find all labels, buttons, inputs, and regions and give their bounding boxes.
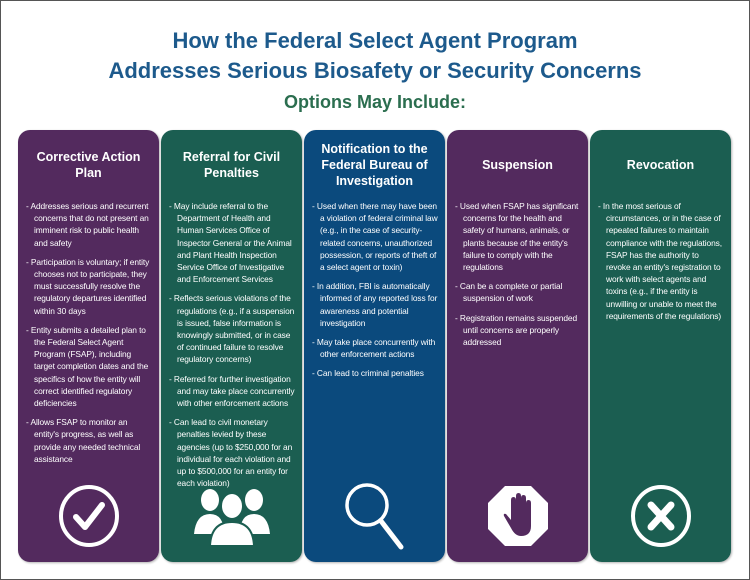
bullet-item: - Can lead to criminal penalties (312, 367, 439, 379)
title-line-2: Addresses Serious Biosafety or Security Concerns (108, 58, 642, 83)
bullet-item: - Can lead to civil monetary penalties levied by these agencies (up to $250,000 for an individual for each violation and up to $500,000 for an entity for each violation) (169, 416, 296, 489)
card-bullets (18, 200, 159, 465)
bullet-item: - Participation is voluntary; if entity chooses not to participate, they must successfully resolve the regulatory departures identified within 30 days (26, 256, 153, 317)
magnifying-glass-icon (304, 484, 445, 548)
bullet-item: - In the most serious of circumstances, or in the case of repeated failures to maintain compliance with the regulations, FSAP has the authority to revoke an entity's registration to work with select agents and toxins (e.g., if the entity is unwilling or unable to meet the requirements of the regulations) (598, 200, 725, 322)
bullet-item: - Addresses serious and recurrent concerns that do not present an imminent risk to public health and safety (26, 200, 153, 249)
bullet-item: - Can be a complete or partial suspension of work (455, 280, 582, 304)
bullet-item: - Allows FSAP to monitor an entity's progress, as well as provide any needed technical assistance (26, 416, 153, 465)
card-title: Notification to the Federal Bureau of Investigation (321, 142, 428, 188)
page-title (0, 26, 750, 86)
bullet-item: - May take place concurrently with other enforcement actions (312, 336, 439, 360)
bullet-item: - Used when there may have been a violation of federal criminal law (e.g., in the case of security-related concerns, unauthorized possession, or reports of theft of a select agent or toxin) (312, 200, 439, 273)
option-card (590, 130, 731, 562)
bullet-item: - Entity submits a detailed plan to the Federal Select Agent Program (FSAP), including target completion dates and the specifics of how the entity will correct identified regulatory deficiencies (26, 324, 153, 409)
subtitle: Options May Include: (283, 92, 466, 112)
card-title: Revocation (626, 158, 695, 172)
bullet-item: - Referred for further investigation and may take place concurrently with other enforcement actions (169, 373, 296, 410)
card-title: Corrective Action Plan (36, 150, 141, 180)
option-cards (18, 130, 731, 562)
card-bullets (447, 200, 588, 348)
card-title: Referral for Civil Penalties (182, 150, 281, 180)
bullet-item: - Reflects serious violations of the regulations (e.g., if a suspension is issued, false information is knowingly submitted, or in case of continued failure to resolve regulatory concerns) (169, 292, 296, 365)
people-group-icon (161, 484, 302, 548)
card-bullets (161, 200, 302, 489)
title-line-1: How the Federal Select Agent Program (172, 28, 578, 53)
option-card (18, 130, 159, 562)
bullet-item: - Registration remains suspended until concerns are properly addressed (455, 312, 582, 349)
bullet-item: - In addition, FBI is automatically informed of any reported loss for awareness and potential investigation (312, 280, 439, 329)
option-card (304, 130, 445, 562)
option-card (447, 130, 588, 562)
card-bullets (304, 200, 445, 380)
card-title: Suspension (482, 158, 553, 172)
option-card (161, 130, 302, 562)
x-circle-icon (590, 484, 731, 548)
check-circle-icon (18, 484, 159, 548)
bullet-item: - May include referral to the Department of Health and Human Services Office of Inspector General or the Animal and Plant Health Inspection Service Office of Investigative and Enforcement Services (169, 200, 296, 285)
stop-hand-icon (447, 484, 588, 548)
card-bullets (590, 200, 731, 322)
bullet-item: - Used when FSAP has significant concerns for the health and safety of humans, animals, or plants because of the entity's failure to comply with the regulations (455, 200, 582, 273)
